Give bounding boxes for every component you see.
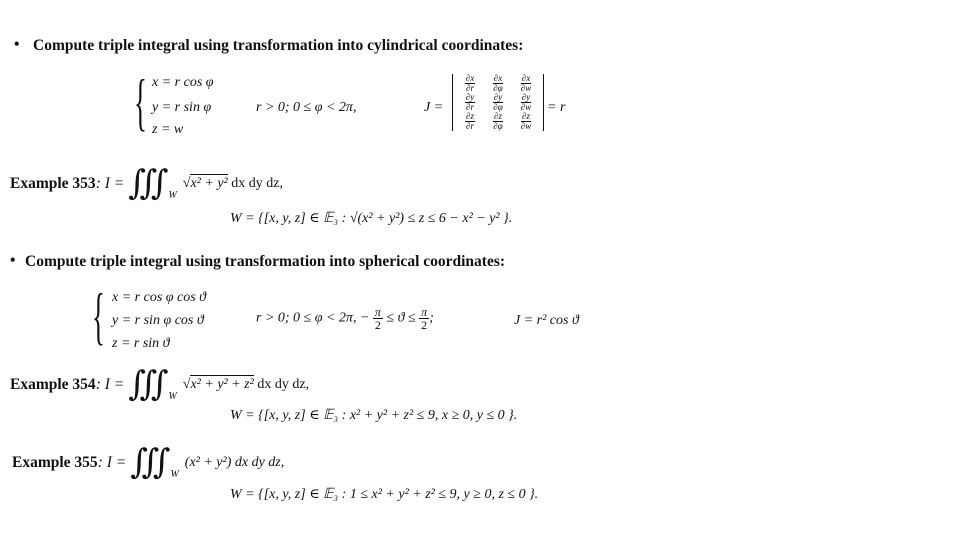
jacobian-result: = r [547, 100, 566, 115]
differentials: dx dy dz, [257, 377, 310, 392]
bullet-spherical: • [10, 252, 16, 269]
conditions-a: r > 0; 0 ≤ φ < 2π, − [256, 310, 370, 326]
equation-y: y = r sin φ [152, 100, 212, 115]
differentials: dx dy dz, [231, 176, 283, 191]
heading-spherical: Compute triple integral using transformation into spherical coordinates: [25, 253, 506, 270]
lhs: : I = [95, 376, 125, 393]
integrand: √x² + y² dx dy dz, [182, 176, 283, 191]
partial-derivative: ∂z ∂r [466, 111, 474, 131]
integrand: √x² + y² + z² dx dy dz, [182, 377, 310, 392]
semicolon: ; [429, 310, 434, 326]
example-label: Example 355 [12, 454, 98, 471]
domain-sub: W [168, 190, 177, 201]
equation-z: z = w [152, 122, 184, 137]
equation-y: y = r sin φ cos ϑ [112, 313, 204, 328]
region-definition: W = {[x, y, z] ∈ 𝔼₃ : √(x² + y²) ≤ z ≤ 6 − x² − y² }. [230, 211, 513, 226]
equation-x: x = r cos φ cos ϑ [112, 290, 207, 305]
example-label: Example 353 [10, 175, 96, 192]
region-definition: W = {[x, y, z] ∈ 𝔼₃ : x² + y² + z² ≤ 9, x ≥ 0, y ≤ 0 }. [230, 408, 518, 423]
heading-cylindrical: Compute triple integral using transformation into cylindrical coordinates: [33, 37, 524, 54]
lhs: : I = [95, 175, 125, 192]
partial-derivative: ∂y ∂r [465, 92, 475, 112]
fraction: $\frac{\pi}{2}$ [374, 305, 381, 332]
conditions [256, 306, 434, 331]
triple-integral-icon: ∭ [130, 444, 171, 481]
jacobian: J = r² cos ϑ [514, 313, 579, 328]
example-label: Example 354 [10, 376, 96, 393]
conditions: r > 0; 0 ≤ φ < 2π, [256, 100, 357, 115]
jacobian-determinant [452, 74, 544, 131]
integrand: (x² + y²) dx dy dz, [184, 455, 285, 470]
partial-derivative: ∂z ∂φ [493, 111, 503, 131]
lhs: : I = [97, 454, 127, 471]
triple-integral-icon: ∭ [128, 366, 169, 403]
partial-derivative: ∂x ∂r [465, 73, 475, 93]
partial-derivative: ∂x ∂φ [493, 73, 503, 93]
partial-derivative: ∂x ∂w [520, 73, 532, 93]
example-353 [10, 167, 283, 201]
example-354 [10, 368, 309, 402]
partial-derivative: ∂y ∂φ [493, 92, 503, 112]
jacobian-label: J = [424, 100, 444, 115]
radicand: x² + y² + z² [190, 377, 254, 392]
equation-x: x = r cos φ [152, 75, 214, 90]
conditions-b: ≤ ϑ ≤ [386, 310, 416, 326]
partial-derivative: ∂z ∂w [520, 111, 532, 131]
bullet-cylindrical: • [14, 36, 20, 53]
domain-sub: W [170, 469, 179, 480]
left-brace: { [92, 280, 105, 351]
equation-z: z = r sin ϑ [112, 336, 170, 351]
fraction: $\frac{\pi}{2}$ [421, 305, 428, 332]
radicand: x² + y² [190, 176, 228, 191]
partial-derivative: ∂y ∂w [520, 92, 532, 112]
domain-sub: W [168, 391, 177, 402]
region-definition: W = {[x, y, z] ∈ 𝔼₃ : 1 ≤ x² + y² + z² ≤ 9, y ≥ 0, z ≤ 0 }. [230, 487, 539, 502]
example-355 [12, 446, 284, 480]
left-brace: { [134, 66, 147, 137]
triple-integral-icon: ∭ [128, 165, 169, 202]
